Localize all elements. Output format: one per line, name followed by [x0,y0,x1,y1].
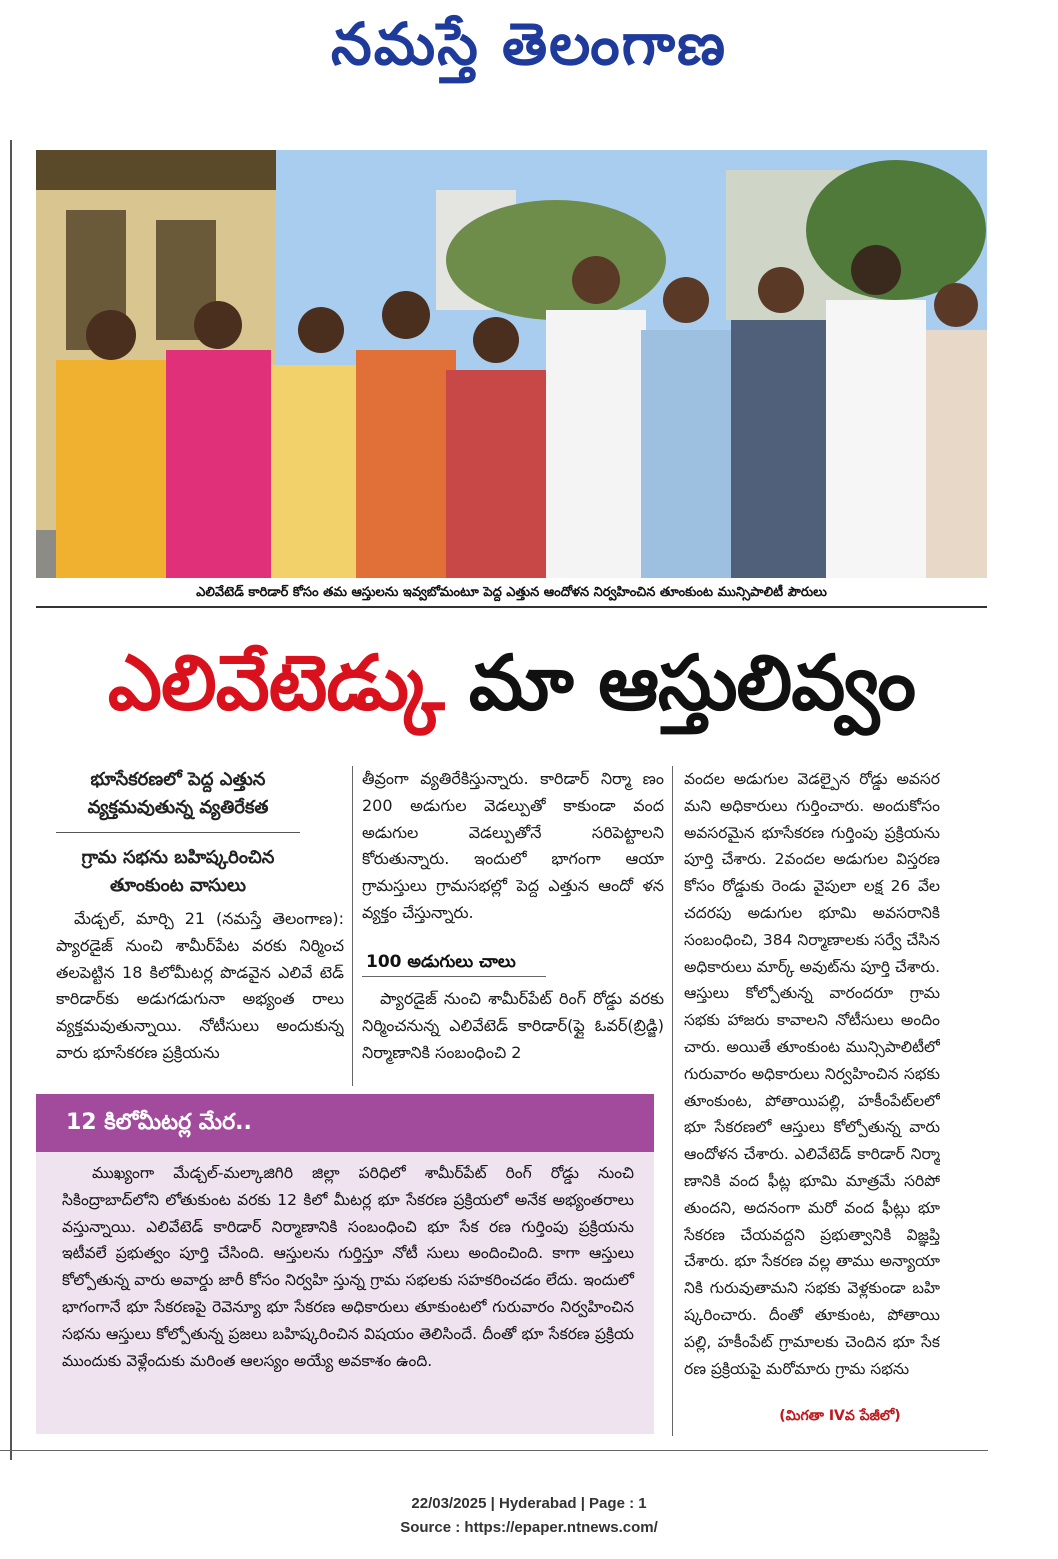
column-2-part-2 [362,986,664,1096]
footer [0,1492,1058,1540]
column-2-text-2: ప్యారడైజ్ నుంచి శామీర్‌పేట్ రింగ్ రోడ్డు వరకు నిర్మించనున్న ఎలివేటెడ్ కారిడార్(ఫ్లై ఓవర్(బ్రిడ్జి) నిర్మాణానికి సంబంధించి 2 [362,989,664,1062]
box-text: ముఖ్యంగా మేడ్చల్-మల్కాజిగిరి జిల్లా పరిధిలో శామీర్‌పేట్ రింగ్ రోడ్డు నుంచి సికింద్రాబాద్‌లోని లోతుకుంట వరకు 12 కిలో మీటర్ల భూ సేకరణ ప్రక్రియలో అనేక అభ్యంతరాలు వస్తున్నాయి. ఎలివేటెడ్ కారిడార్ నిర్మాణానికి సంబంధించి భూ సేక రణ గుర్తింపు ప్రక్రియను ఇటీవలే ప్రభుత్వం పూర్తి చేసింది. ఆస్తులను గుర్తిస్తూ నోటీ సులు అందించింది. కాగా ఆస్తులు కోల్పోతున్న వారు అవార్డు జారీ కోసం నిర్వహి స్తున్న గ్రామ సభలకు సహకరించడం లేదు. ఇందులో భాగంగానే భూ సేకరణపై రెవెన్యూ భూ సేకరణ అధికారులు తూకుంటలో గురువారం నిర్వహించిన సభను ఆస్తులు కోల్పోతున్న ప్రజలు బహిష్కరించిన విషయం తెలిసిందే. దీంతో భూ సేకరణ ప్రక్రియ ముందుకు వెళ్లేందుకు మరింత ఆలస్యం అయ్యే అవకాశం ఉంది. [62,1164,634,1370]
column-2-part-1 [362,766,664,940]
subhead-1: భూసేకరణలో పెద్ద ఎత్తున వ్యక్తమవుతున్న వ్యతిరేకత [87,769,269,818]
subhead-2: గ్రామ సభను బహిష్కరించిన తూంకుంట వాసులు [81,847,275,896]
column-divider-2 [672,766,673,1436]
protest-photo-illustration [36,150,987,578]
footer-date-page: 22/03/2025 | Hyderabad | Page : 1 [411,1495,647,1512]
headline-red-part: ఎలివేటెడ్ [107,638,444,727]
column-2-subhead: 100 అడుగులు చాలు [362,948,546,977]
masthead [0,8,1058,80]
bottom-rule [0,1450,988,1451]
masthead-title: నమస్తే తెలంగాణ [331,10,727,78]
box-header: 12 కిలోమీటర్ల మేర.. [36,1094,654,1152]
left-margin-rule [10,140,12,1460]
subhead-rule-1 [56,832,300,833]
column-1 [56,906,344,1094]
column-divider-1 [352,766,353,1086]
column-3 [684,766,940,1406]
headline [36,628,987,738]
box-body [36,1152,654,1434]
headline-black-part: కు మా ఆస్తులివ్వం [443,638,916,727]
column-3-text: వందల అడుగుల వెడల్పైన రోడ్డు అవసర మని అధికారులు గుర్తించారు. అందుకోసం అవసరమైన భూసేకరణ గుర్తింపు ప్రక్రియను పూర్తి చేశారు. 2వందల అడుగుల విస్తరణ కోసం రోడ్డుకు రెండు వైపులా లక్ష 26 వేల చదరపు అడుగుల భూమి అవసరానికి సంబంధించి, 384 నిర్మాణాలకు సర్వే చేసిన అధికారులు మార్క్ అవుట్‌ను పూర్తి చేశారు. ఆస్తులు కోల్పోతున్న వారందరూ గ్రామ సభకు హాజరు కావాలని నోటీసులు అందిం చారు. అయితే తూంకుంట మున్సిపాలిటీలో గురువారం అధికారులు నిర్వహించిన సభకు తూంకుంట, పోతాయిపల్లి, హకీంపేట్‌లలో భూ సేకరణలో ఆస్తులు కోల్పోతున్న వారు ఆందోళన చేశారు. ఎలివేటెడ్ కారిడార్ నిర్మా ణానికి వంద ఫీట్ల భూమి మాత్రమే సరిపో తుందని, అదనంగా మరో వంద ఫీట్లు భూ సేకరణ చేయవద్దని ప్రభుత్వానికి విజ్ఞప్తి చేశారు. భూ సేకరణ వల్ల తాము అన్యాయా నికి గురువుతామని సభకు వెళ్లకుండా బహి ష్కరించారు. దీంతో తూకుంట, పోతాయి పల్లి, హకీంపేట్ గ్రామాలకు చెందిన భూ సేక రణ ప్రక్రియపై మరోమారు గ్రామ సభను [684,770,940,1378]
continued-note: (మిగతా IVవ పేజీలో) [779,1408,901,1424]
photo-caption: ఎలివేటెడ్ కారిడార్ కోసం తమ ఆస్తులను ఇవ్వబోమంటూ పెద్ద ఎత్తున ఆందోళన నిర్వహించిన తూంకుంట మున్సిపాలిటీ పౌరులు [36,580,987,608]
news-photo [36,150,987,578]
column-2-text-1: తీవ్రంగా వ్యతిరేకిస్తున్నారు. కారిడార్ నిర్మా ణం 200 అడుగుల వెడల్పుతో కాకుండా వంద అడుగుల వెడల్పుతోనే సరిపెట్టాలని కోరుతున్నారు. ఇందులో భాగంగా ఆయా గ్రామస్తులు గ్రామసభల్లో పెద్ద ఎత్తున ఆందో ళన వ్యక్తం చేస్తున్నారు. [362,769,664,922]
column-1-text: మేడ్చల్, మార్చి 21 (నమస్తే తెలంగాణ): ప్యారడైజ్ నుంచి శామీర్‌పేట వరకు నిర్మించ తలపెట్టిన 18 కిలోమీటర్ల పొడవైన ఎలివే టెడ్ కారిడార్‌కు అడుగడుగునా అభ్యంత రాలు వ్యక్తమవుతున్నాయి. నోటీసులు అందుకున్న వారు భూసేకరణ ప్రక్రియను [56,909,344,1062]
footer-source-link[interactable]: Source : https://epaper.ntnews.com/ [400,1519,658,1536]
